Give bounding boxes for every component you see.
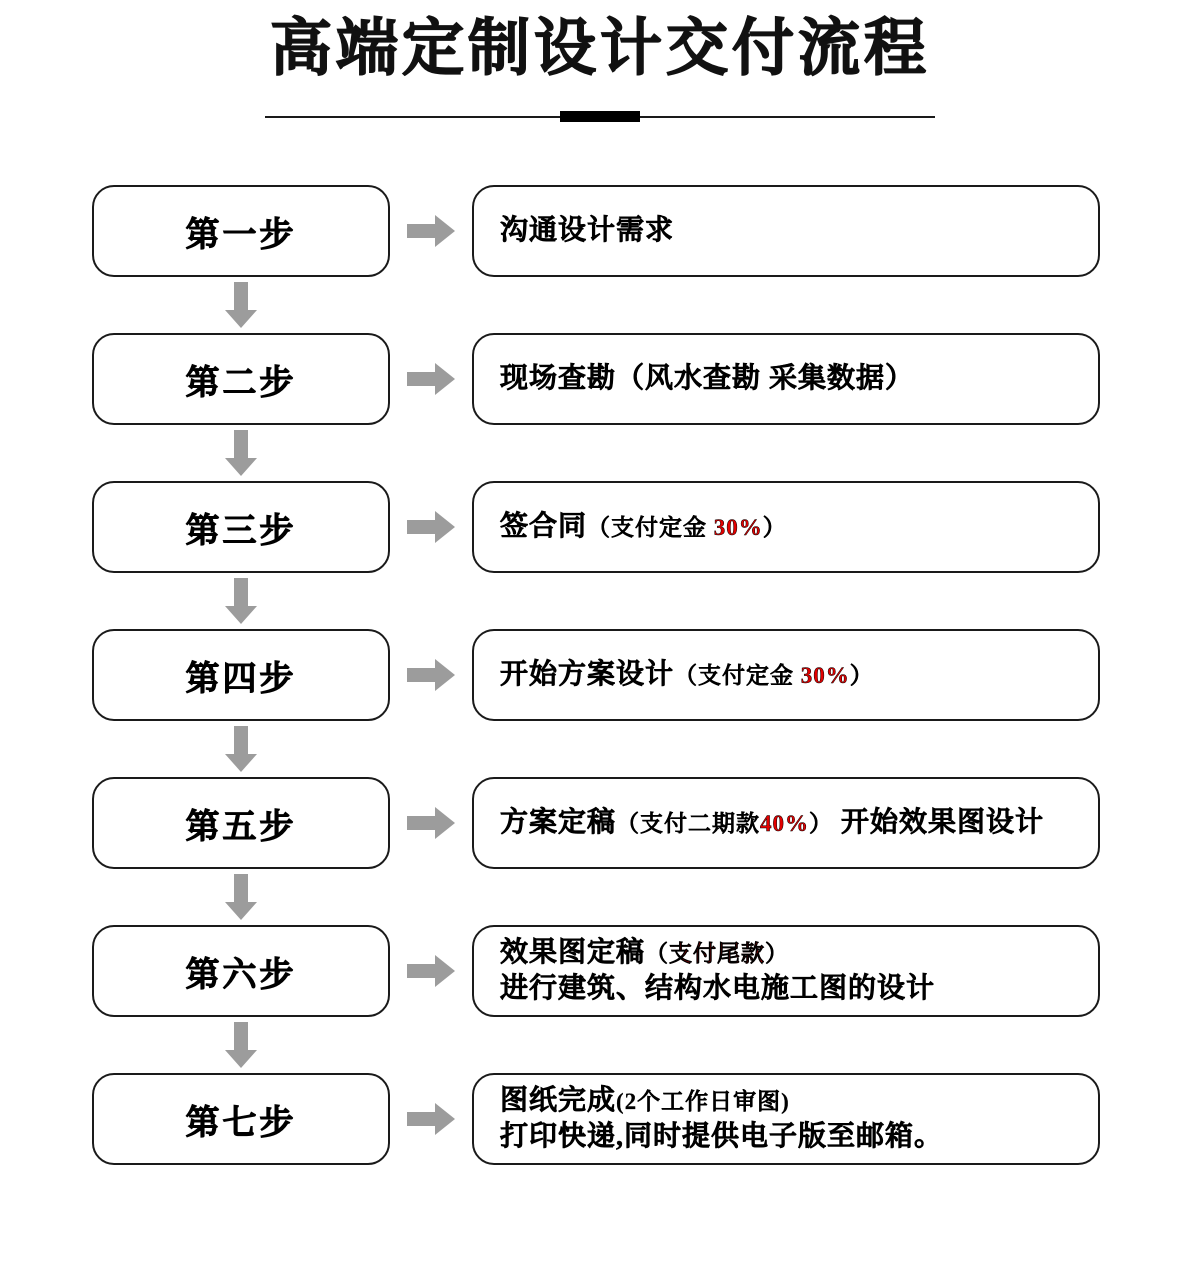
divider-center-block [560, 111, 640, 122]
detail-text [500, 361, 914, 397]
detail-box-1[interactable] [472, 185, 1100, 277]
detail-text [500, 1083, 943, 1155]
step-label: 第一步 [185, 216, 297, 254]
detail-text-run: （ [645, 941, 670, 967]
step-label: 第三步 [185, 512, 297, 550]
detail-line [500, 935, 935, 971]
detail-box-2[interactable] [472, 333, 1100, 425]
detail-text-run: 沟通设计需求 [500, 215, 675, 247]
flow-row [0, 333, 1200, 425]
detail-line [500, 1119, 943, 1155]
step-box-6[interactable] [92, 925, 390, 1017]
detail-line [500, 657, 874, 693]
step-box-4[interactable] [92, 629, 390, 721]
detail-text-run: 40% [760, 811, 810, 837]
arrow-right-icon [390, 656, 472, 694]
flow-row [0, 481, 1200, 573]
detail-text-run: （支付二期款 [616, 811, 761, 837]
detail-text-run: ） [762, 515, 787, 541]
step-label: 第七步 [185, 1104, 297, 1142]
step-label: 第二步 [185, 364, 297, 402]
detail-box-4[interactable] [472, 629, 1100, 721]
arrow-right-icon [390, 508, 472, 546]
detail-line [500, 1083, 943, 1119]
flow-connector [0, 573, 1200, 629]
step-box-2[interactable] [92, 333, 390, 425]
page-title: 高端定制设计交付流程 [269, 15, 930, 83]
arrow-right-icon [390, 360, 472, 398]
detail-line [500, 509, 787, 545]
flow-connector [0, 1017, 1200, 1073]
detail-text-run: 开始方案设计 [500, 659, 675, 691]
detail-text-run: 支付尾款 [669, 941, 766, 967]
detail-text-run: 进行建筑、结构水电施工图的设计 [500, 973, 936, 1005]
process-flow [0, 185, 1200, 1165]
title-divider [265, 111, 935, 123]
detail-text-run: 现场查勘（风水查勘 采集数据） [500, 363, 915, 395]
arrow-down-icon [92, 724, 390, 774]
detail-text-run: 30% [800, 663, 850, 689]
step-label: 第四步 [185, 660, 297, 698]
detail-text-run: ） [765, 941, 790, 967]
arrow-down-icon [92, 428, 390, 478]
flow-row [0, 1073, 1200, 1165]
detail-text [500, 213, 674, 249]
detail-box-5[interactable] [472, 777, 1100, 869]
step-box-1[interactable] [92, 185, 390, 277]
arrow-right-icon [390, 952, 472, 990]
detail-text-run: (2个工作日审图) [616, 1089, 790, 1115]
arrow-down-icon [92, 872, 390, 922]
detail-text-run: 30% [713, 515, 763, 541]
detail-text-run: 方案定稿 [500, 807, 617, 839]
detail-text [500, 657, 874, 693]
step-box-7[interactable] [92, 1073, 390, 1165]
arrow-right-icon [390, 804, 472, 842]
detail-text [500, 805, 1044, 841]
step-label: 第五步 [185, 808, 297, 846]
detail-text-run: ） [849, 663, 874, 689]
detail-text-run: （支付定金 [587, 515, 714, 541]
flow-connector [0, 425, 1200, 481]
page-header [0, 0, 1200, 123]
flow-row [0, 777, 1200, 869]
step-label: 第六步 [185, 956, 297, 994]
detail-line [500, 805, 1044, 841]
detail-box-7[interactable] [472, 1073, 1100, 1165]
detail-box-6[interactable] [472, 925, 1100, 1017]
detail-text-run: （支付定金 [674, 663, 801, 689]
flow-connector [0, 277, 1200, 333]
detail-line [500, 361, 914, 397]
arrow-down-icon [92, 1020, 390, 1070]
detail-text [500, 509, 787, 545]
flow-connector [0, 721, 1200, 777]
flow-row [0, 629, 1200, 721]
flow-row [0, 185, 1200, 277]
flow-row [0, 925, 1200, 1017]
arrow-right-icon [390, 212, 472, 250]
detail-text-run: 打印快递,同时提供电子版至邮箱。 [500, 1121, 944, 1153]
detail-text-run: 效果图定稿 [500, 937, 646, 969]
detail-text-run: 图纸完成 [500, 1085, 617, 1117]
arrow-right-icon [390, 1100, 472, 1138]
detail-line [500, 213, 674, 249]
detail-text-run: ） [809, 811, 834, 837]
step-box-3[interactable] [92, 481, 390, 573]
arrow-down-icon [92, 280, 390, 330]
detail-text [500, 935, 935, 1007]
detail-text-run: 签合同 [500, 511, 588, 543]
detail-text-run: 开始效果图设计 [833, 807, 1045, 839]
step-box-5[interactable] [92, 777, 390, 869]
arrow-down-icon [92, 576, 390, 626]
detail-line [500, 971, 935, 1007]
detail-box-3[interactable] [472, 481, 1100, 573]
flow-connector [0, 869, 1200, 925]
